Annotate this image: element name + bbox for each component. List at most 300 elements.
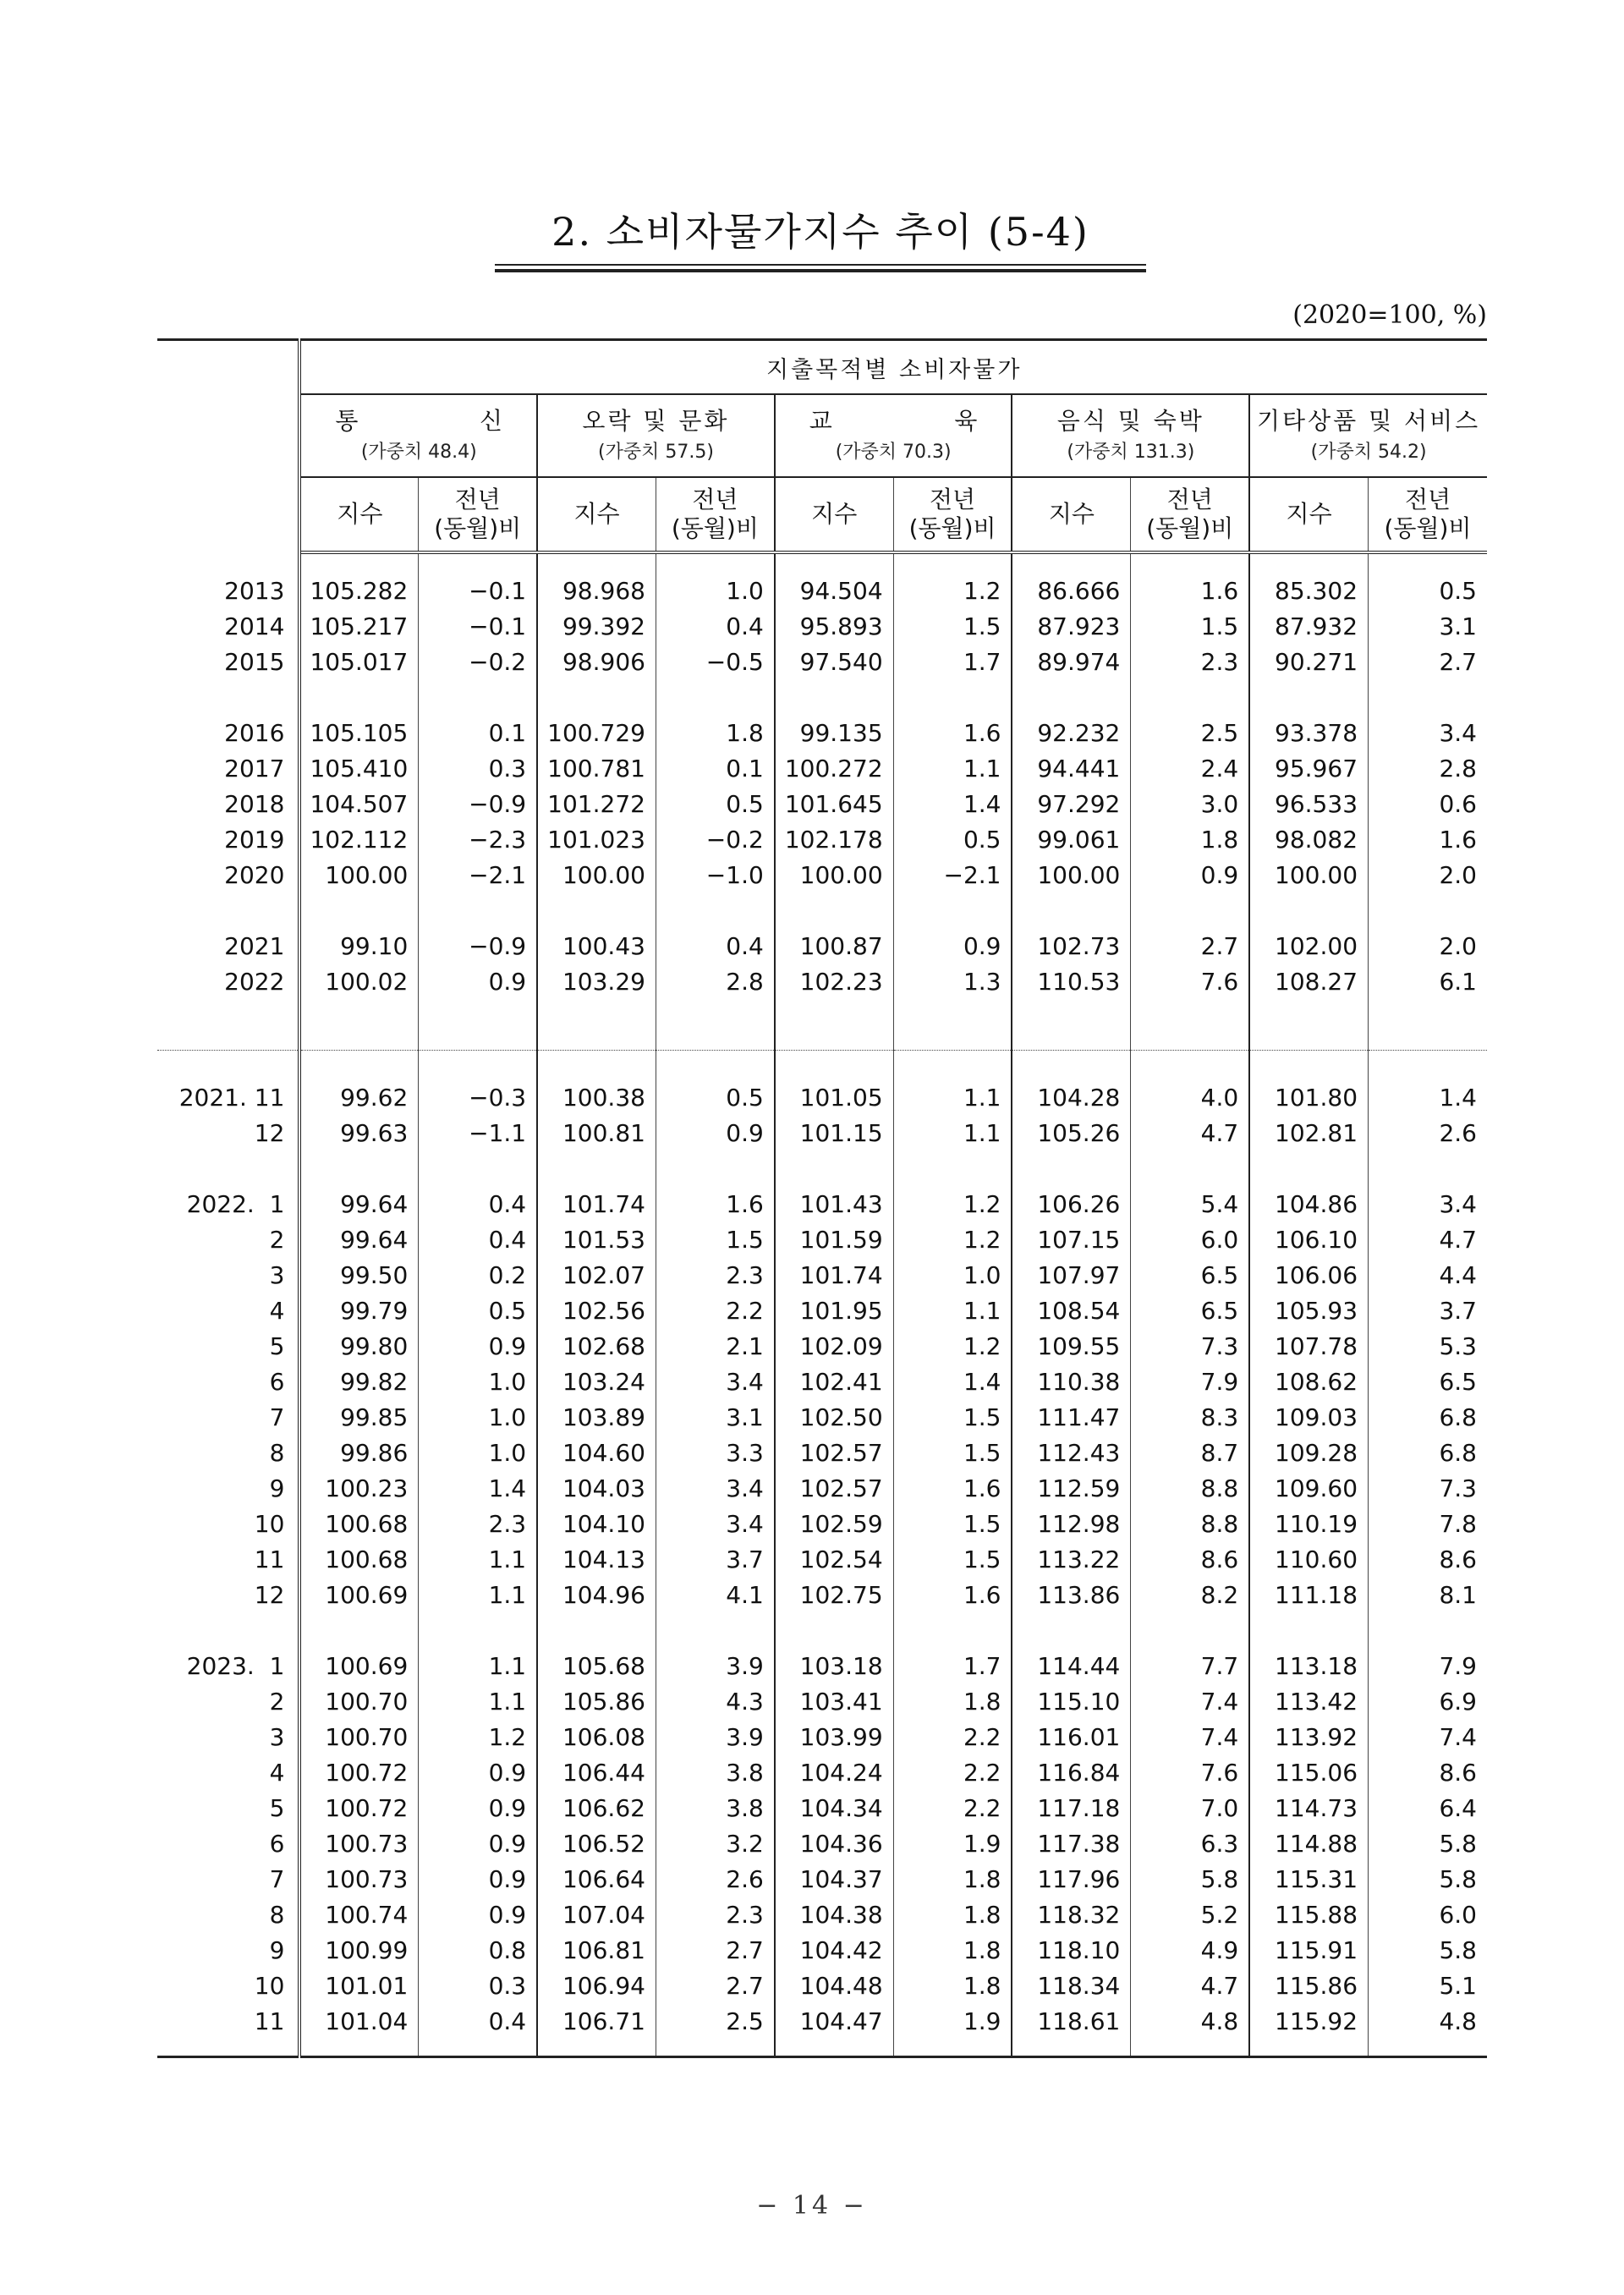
index-header: 지수 <box>1012 477 1130 552</box>
yoy-value: −2.3 <box>419 821 537 857</box>
table-row <box>157 644 1487 679</box>
table-row <box>157 1897 1487 1932</box>
yoy-value: 8.1 <box>1369 1577 1487 1612</box>
yoy-value: 0.4 <box>656 608 774 644</box>
period-label: 2019 <box>157 821 299 857</box>
index-value: 102.73 <box>1012 928 1130 964</box>
yoy-value: 0.4 <box>419 1222 537 1257</box>
index-value: 95.893 <box>775 608 893 644</box>
yoy-value: 3.7 <box>656 1541 774 1577</box>
index-value: 108.54 <box>1012 1293 1130 1328</box>
index-value: 100.00 <box>325 860 409 889</box>
yoy-value: 7.7 <box>1131 1648 1249 1683</box>
period-label: 11 <box>157 2003 299 2039</box>
spacer-row <box>157 1051 1487 1080</box>
yoy-value: 2.3 <box>419 1506 537 1541</box>
yoy-value: 0.5 <box>893 821 1012 857</box>
index-value: 96.533 <box>1249 786 1368 821</box>
yoy-value: 0.3 <box>419 750 537 786</box>
index-value: 100.00 <box>1249 857 1368 892</box>
yoy-value: 5.8 <box>1131 1861 1249 1897</box>
yoy-value: 0.1 <box>419 715 537 750</box>
yoy-value: 2.5 <box>1131 715 1249 750</box>
index-value: 115.10 <box>1012 1683 1130 1719</box>
period-label: 2022. 1 <box>157 1186 299 1222</box>
yoy-value: 1.4 <box>893 786 1012 821</box>
yoy-value: 3.3 <box>656 1435 774 1470</box>
index-value: 99.85 <box>340 1403 409 1431</box>
index-value: 99.10 <box>340 931 409 960</box>
yoy-value: 2.3 <box>656 1897 774 1932</box>
index-value: 102.112 <box>310 825 409 854</box>
yoy-value: 7.6 <box>1131 1754 1249 1790</box>
index-value: 100.00 <box>775 857 893 892</box>
period-header <box>157 340 299 553</box>
table-row <box>157 1968 1487 2003</box>
yoy-value: 0.1 <box>656 750 774 786</box>
yoy-value: 0.4 <box>656 928 774 964</box>
yoy-value: 0.4 <box>419 1186 537 1222</box>
index-value: 114.88 <box>1249 1826 1368 1861</box>
period-label: 2020 <box>157 857 299 892</box>
table-row <box>157 786 1487 821</box>
yoy-value: 2.2 <box>893 1790 1012 1826</box>
table-row <box>157 1470 1487 1506</box>
period-label: 2015 <box>157 644 299 679</box>
period-label: 5 <box>157 1328 299 1364</box>
yoy-header-line2: (동월)비 <box>1384 514 1472 542</box>
yoy-header-line1: 전년 <box>1404 486 1451 513</box>
index-value: 104.36 <box>775 1826 893 1861</box>
table-row <box>157 1115 1487 1150</box>
index-value: 94.441 <box>1012 750 1130 786</box>
yoy-value: 6.0 <box>1131 1222 1249 1257</box>
yoy-value: 8.6 <box>1131 1541 1249 1577</box>
index-value: 101.95 <box>775 1293 893 1328</box>
index-value: 98.906 <box>537 644 656 679</box>
index-value: 105.68 <box>537 1648 656 1683</box>
category-header <box>299 394 537 477</box>
index-value: 106.52 <box>537 1826 656 1861</box>
category-header <box>1012 394 1249 477</box>
index-value: 105.410 <box>310 754 409 782</box>
index-value: 113.22 <box>1012 1541 1130 1577</box>
title-underline-thick <box>495 269 1146 272</box>
table-row <box>157 821 1487 857</box>
index-header: 지수 <box>775 477 893 552</box>
yoy-value: 1.8 <box>893 1683 1012 1719</box>
index-value: 104.507 <box>310 789 409 818</box>
index-value: 100.00 <box>537 857 656 892</box>
page-title: 2. 소비자물가지수 추이 (5-4) <box>551 209 1089 255</box>
yoy-value: 1.0 <box>419 1435 537 1470</box>
yoy-value: 4.0 <box>1131 1079 1249 1115</box>
index-value: 86.666 <box>1012 573 1130 608</box>
category-header <box>537 394 775 477</box>
group-header: 지출목적별 소비자물가 <box>299 340 1487 395</box>
index-value: 99.86 <box>340 1438 409 1467</box>
index-value: 105.86 <box>537 1683 656 1719</box>
yoy-value: 1.9 <box>893 2003 1012 2039</box>
yoy-value: 3.4 <box>656 1506 774 1541</box>
table-row <box>157 1790 1487 1826</box>
period-label: 10 <box>157 1506 299 1541</box>
unit-note: (2020=100, %) <box>1292 300 1487 330</box>
period-label: 3 <box>157 1257 299 1293</box>
spacer-row <box>157 999 1487 1051</box>
yoy-value: 3.9 <box>656 1719 774 1754</box>
index-value: 115.31 <box>1249 1861 1368 1897</box>
index-value: 100.729 <box>537 715 656 750</box>
category-name <box>1250 404 1487 438</box>
yoy-value: 8.8 <box>1131 1506 1249 1541</box>
index-value: 100.68 <box>325 1545 409 1573</box>
yoy-value: 1.2 <box>893 573 1012 608</box>
yoy-header-line1: 전년 <box>930 486 976 513</box>
yoy-value: 1.5 <box>893 1506 1012 1541</box>
index-value: 106.06 <box>1249 1257 1368 1293</box>
yoy-value: −2.1 <box>893 857 1012 892</box>
period-label: 2021. 11 <box>157 1079 299 1115</box>
index-value: 113.42 <box>1249 1683 1368 1719</box>
index-value: 100.68 <box>325 1509 409 1538</box>
yoy-value: 3.1 <box>656 1399 774 1435</box>
index-value: 113.92 <box>1249 1719 1368 1754</box>
table-row <box>157 1257 1487 1293</box>
category-name-part: 통 <box>335 407 359 435</box>
period-label: 10 <box>157 1968 299 2003</box>
index-value: 117.18 <box>1012 1790 1130 1826</box>
yoy-value: 7.4 <box>1131 1719 1249 1754</box>
yoy-value: 6.5 <box>1131 1293 1249 1328</box>
index-value: 112.59 <box>1012 1470 1130 1506</box>
index-value: 112.43 <box>1012 1435 1130 1470</box>
index-value: 110.53 <box>1012 964 1130 999</box>
table-row <box>157 1328 1487 1364</box>
yoy-value: 1.5 <box>893 1399 1012 1435</box>
period-label: 2 <box>157 1222 299 1257</box>
period-label: 6 <box>157 1826 299 1861</box>
yoy-value: 8.7 <box>1131 1435 1249 1470</box>
yoy-value: −0.9 <box>419 928 537 964</box>
yoy-value: 0.5 <box>656 1079 774 1115</box>
yoy-value: 4.3 <box>656 1683 774 1719</box>
yoy-value: 1.5 <box>893 608 1012 644</box>
table-row <box>157 1506 1487 1541</box>
index-value: 102.57 <box>775 1470 893 1506</box>
spacer-row <box>157 1612 1487 1648</box>
category-name <box>1012 404 1248 438</box>
yoy-value: 4.1 <box>656 1577 774 1612</box>
yoy-value: 6.0 <box>1369 1897 1487 1932</box>
index-value: 98.082 <box>1249 821 1368 857</box>
yoy-header-line2: (동월)비 <box>1146 514 1234 542</box>
yoy-value: 1.0 <box>656 573 774 608</box>
index-value: 99.63 <box>340 1118 409 1147</box>
index-value: 109.03 <box>1249 1399 1368 1435</box>
yoy-value: 2.1 <box>656 1328 774 1364</box>
period-label: 9 <box>157 1932 299 1968</box>
yoy-value: 2.7 <box>656 1932 774 1968</box>
index-value: 100.70 <box>325 1687 409 1716</box>
table-row <box>157 1577 1487 1612</box>
index-value: 93.378 <box>1249 715 1368 750</box>
index-value: 101.023 <box>537 821 656 857</box>
yoy-header-line2: (동월)비 <box>671 514 759 542</box>
yoy-value: 1.8 <box>893 1897 1012 1932</box>
index-value: 101.272 <box>537 786 656 821</box>
yoy-value: −0.2 <box>419 644 537 679</box>
index-value: 106.44 <box>537 1754 656 1790</box>
yoy-value: 5.4 <box>1131 1186 1249 1222</box>
index-value: 100.23 <box>325 1474 409 1502</box>
index-value: 104.47 <box>775 2003 893 2039</box>
index-value: 102.68 <box>537 1328 656 1364</box>
yoy-value: 0.3 <box>419 1968 537 2003</box>
index-value: 102.178 <box>775 821 893 857</box>
period-label: 11 <box>157 1541 299 1577</box>
period-label: 2018 <box>157 786 299 821</box>
index-value: 98.968 <box>537 573 656 608</box>
index-value: 99.64 <box>340 1225 409 1254</box>
table-row <box>157 715 1487 750</box>
category-weight: (가중치 48.4) <box>360 442 477 463</box>
period-label: 9 <box>157 1470 299 1506</box>
yoy-value: 2.3 <box>1131 644 1249 679</box>
yoy-value: 3.4 <box>656 1470 774 1506</box>
yoy-value: −0.1 <box>419 573 537 608</box>
index-value: 89.974 <box>1012 644 1130 679</box>
yoy-value: 1.2 <box>893 1328 1012 1364</box>
index-value: 97.540 <box>775 644 893 679</box>
index-value: 100.81 <box>537 1115 656 1150</box>
index-value: 100.87 <box>775 928 893 964</box>
spacer-row <box>157 552 1487 573</box>
yoy-value: 2.8 <box>656 964 774 999</box>
yoy-header-line1: 전년 <box>692 486 738 513</box>
index-value: 100.781 <box>537 750 656 786</box>
yoy-value: 0.6 <box>1369 786 1487 821</box>
title-underline <box>495 264 1146 266</box>
table-row <box>157 1932 1487 1968</box>
index-value: 104.24 <box>775 1754 893 1790</box>
index-value: 100.74 <box>325 1900 409 1929</box>
index-value: 100.272 <box>775 750 893 786</box>
category-name-part: 육 <box>954 407 978 435</box>
index-value: 99.135 <box>775 715 893 750</box>
yoy-value: 1.1 <box>419 1683 537 1719</box>
table-row <box>157 608 1487 644</box>
index-value: 100.02 <box>325 967 409 996</box>
period-label: 6 <box>157 1364 299 1399</box>
category-name <box>538 404 774 438</box>
table-row <box>157 1541 1487 1577</box>
index-header: 지수 <box>537 477 656 552</box>
index-value: 99.82 <box>340 1367 409 1396</box>
index-value: 105.017 <box>310 647 409 676</box>
yoy-value: 3.0 <box>1131 786 1249 821</box>
index-value: 115.92 <box>1249 2003 1368 2039</box>
yoy-value: 1.5 <box>893 1435 1012 1470</box>
index-value: 105.105 <box>310 718 409 747</box>
category-name-part: 교 <box>809 407 832 435</box>
index-value: 97.292 <box>1012 786 1130 821</box>
index-value: 103.24 <box>537 1364 656 1399</box>
index-value: 118.32 <box>1012 1897 1130 1932</box>
index-value: 104.48 <box>775 1968 893 2003</box>
yoy-value: 0.9 <box>419 1861 537 1897</box>
yoy-header <box>1369 477 1487 552</box>
period-label: 2017 <box>157 750 299 786</box>
index-header: 지수 <box>299 477 418 552</box>
yoy-value: 3.7 <box>1369 1293 1487 1328</box>
yoy-value: 3.8 <box>656 1754 774 1790</box>
category-weight: (가중치 131.3) <box>1067 442 1195 463</box>
index-value: 101.74 <box>537 1186 656 1222</box>
yoy-value: 4.7 <box>1131 1968 1249 2003</box>
index-value: 116.84 <box>1012 1754 1130 1790</box>
index-value: 112.98 <box>1012 1506 1130 1541</box>
table-row <box>157 1186 1487 1222</box>
index-value: 106.71 <box>537 2003 656 2039</box>
index-value: 104.03 <box>537 1470 656 1506</box>
yoy-value: 3.1 <box>1369 608 1487 644</box>
index-value: 104.38 <box>775 1897 893 1932</box>
period-label: 4 <box>157 1293 299 1328</box>
table-row <box>157 1648 1487 1683</box>
yoy-value: 2.3 <box>656 1257 774 1293</box>
yoy-value: 7.9 <box>1131 1364 1249 1399</box>
yoy-value: 3.4 <box>1369 715 1487 750</box>
index-value: 106.10 <box>1249 1222 1368 1257</box>
category-name <box>301 404 536 438</box>
index-value: 106.64 <box>537 1861 656 1897</box>
index-value: 106.94 <box>537 1968 656 2003</box>
yoy-value: 7.3 <box>1131 1328 1249 1364</box>
category-name-part: 기타상품 및 서비스 <box>1256 407 1481 435</box>
yoy-value: 1.1 <box>419 1577 537 1612</box>
yoy-value: 1.2 <box>419 1719 537 1754</box>
index-value: 99.061 <box>1012 821 1130 857</box>
index-value: 110.19 <box>1249 1506 1368 1541</box>
index-value: 102.81 <box>1249 1115 1368 1150</box>
table-row <box>157 1222 1487 1257</box>
yoy-value: 1.8 <box>893 1861 1012 1897</box>
index-value: 87.923 <box>1012 608 1130 644</box>
yoy-header-line2: (동월)비 <box>434 514 522 542</box>
yoy-value: 2.8 <box>1369 750 1487 786</box>
index-value: 101.645 <box>775 786 893 821</box>
index-value: 105.93 <box>1249 1293 1368 1328</box>
category-header <box>775 394 1012 477</box>
yoy-value: 1.5 <box>893 1541 1012 1577</box>
yoy-value: 7.8 <box>1369 1506 1487 1541</box>
yoy-value: 6.5 <box>1369 1364 1487 1399</box>
yoy-value: 4.7 <box>1369 1222 1487 1257</box>
yoy-value: 4.8 <box>1369 2003 1487 2039</box>
yoy-value: 1.0 <box>419 1364 537 1399</box>
yoy-value: 2.2 <box>893 1719 1012 1754</box>
spacer-row <box>157 1150 1487 1186</box>
table-row <box>157 1399 1487 1435</box>
yoy-value: 6.3 <box>1131 1826 1249 1861</box>
index-value: 87.932 <box>1249 608 1368 644</box>
yoy-value: 0.9 <box>419 1826 537 1861</box>
index-value: 99.392 <box>537 608 656 644</box>
index-value: 99.64 <box>340 1189 409 1218</box>
yoy-value: 5.8 <box>1369 1932 1487 1968</box>
index-value: 101.53 <box>537 1222 656 1257</box>
yoy-header-line1: 전년 <box>454 486 501 513</box>
yoy-value: 1.6 <box>893 715 1012 750</box>
yoy-value: 1.0 <box>419 1399 537 1435</box>
yoy-value: −0.2 <box>656 821 774 857</box>
yoy-value: 3.8 <box>656 1790 774 1826</box>
index-value: 100.72 <box>325 1758 409 1787</box>
yoy-header-line2: (동월)비 <box>908 514 996 542</box>
index-value: 105.217 <box>310 612 409 640</box>
index-value: 100.43 <box>537 928 656 964</box>
index-value: 110.38 <box>1012 1364 1130 1399</box>
index-value: 113.86 <box>1012 1577 1130 1612</box>
yoy-value: −0.9 <box>419 786 537 821</box>
yoy-value: 6.8 <box>1369 1399 1487 1435</box>
index-header: 지수 <box>1249 477 1368 552</box>
yoy-value: 1.5 <box>656 1222 774 1257</box>
yoy-value: 8.3 <box>1131 1399 1249 1435</box>
page-title-block <box>495 201 1146 272</box>
yoy-value: 1.6 <box>1369 821 1487 857</box>
index-value: 100.69 <box>325 1580 409 1609</box>
index-value: 106.62 <box>537 1790 656 1826</box>
index-value: 115.06 <box>1249 1754 1368 1790</box>
category-name-part: 음식 및 숙박 <box>1056 407 1204 435</box>
index-value: 107.97 <box>1012 1257 1130 1293</box>
table-row <box>157 857 1487 892</box>
yoy-value: 8.8 <box>1131 1470 1249 1506</box>
yoy-value: 0.4 <box>419 2003 537 2039</box>
yoy-value: 8.6 <box>1369 1754 1487 1790</box>
yoy-value: 1.4 <box>893 1364 1012 1399</box>
category-name <box>776 404 1012 438</box>
index-value: 115.86 <box>1249 1968 1368 2003</box>
index-value: 103.89 <box>537 1399 656 1435</box>
table-row <box>157 750 1487 786</box>
yoy-value: 1.8 <box>1131 821 1249 857</box>
index-value: 105.26 <box>1012 1115 1130 1150</box>
yoy-value: 0.9 <box>656 1115 774 1150</box>
table-row <box>157 1079 1487 1115</box>
period-label: 12 <box>157 1115 299 1150</box>
table-row <box>157 1754 1487 1790</box>
yoy-value: 1.0 <box>893 1257 1012 1293</box>
yoy-value: 0.5 <box>1369 573 1487 608</box>
yoy-value: 6.8 <box>1369 1435 1487 1470</box>
index-value: 104.28 <box>1012 1079 1130 1115</box>
yoy-value: −2.1 <box>419 857 537 892</box>
yoy-value: 6.5 <box>1131 1257 1249 1293</box>
yoy-value: 7.9 <box>1369 1648 1487 1683</box>
index-value: 105.282 <box>310 576 409 605</box>
index-value: 103.99 <box>775 1719 893 1754</box>
index-value: 94.504 <box>775 573 893 608</box>
index-value: 101.59 <box>775 1222 893 1257</box>
yoy-value: −1.1 <box>419 1115 537 1150</box>
index-value: 100.00 <box>1012 857 1130 892</box>
yoy-value: 1.5 <box>1131 608 1249 644</box>
yoy-value: 0.9 <box>893 928 1012 964</box>
yoy-value: 0.9 <box>1131 857 1249 892</box>
